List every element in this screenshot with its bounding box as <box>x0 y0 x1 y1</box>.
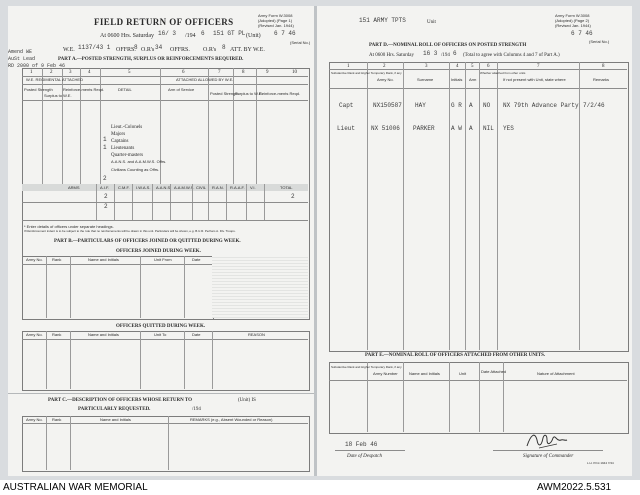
right-col-head-arm: Arm <box>469 77 477 82</box>
part-c-col-remarks: REMARKS (e.g., Absent Wounded or Reason) <box>190 417 273 422</box>
right-unit-typed: 151 ARMY TPTS <box>359 17 406 24</box>
right-date-suffix: (Total to agree with Columns 4 and 7 of Part A.) <box>463 53 560 58</box>
army-form-revised: (Revised Jan. 1944) <box>258 23 294 28</box>
quitted-table <box>22 331 310 391</box>
row-1-army-no: NX150587 <box>373 102 402 109</box>
right-date-year: 6 <box>453 50 457 57</box>
quitted-title: OFFICERS QUITTED DURING WEEK. <box>116 324 206 329</box>
row-2-army-no: NX 51006 <box>371 125 400 132</box>
right-col-num-2: 2 <box>383 64 386 69</box>
fold-line <box>8 393 315 394</box>
unit-name: 151 GT PL <box>213 30 246 37</box>
row-1-rank: Capt <box>339 102 354 109</box>
right-col-head-army-no: Army No. <box>377 77 394 82</box>
right-unit-label: Unit <box>427 20 436 25</box>
col-num-4: 4 <box>88 70 91 75</box>
lieutenants-value: 1 <box>103 144 107 151</box>
ors2-label: O.R's <box>203 47 217 53</box>
quitted-col-date: Date <box>192 332 201 337</box>
arms-col-ran: R.A.N. <box>212 185 224 190</box>
despatch-label: Date of Despatch <box>347 454 382 459</box>
right-form-page <box>317 6 632 476</box>
unit-suffix: (Unit) <box>246 33 261 39</box>
part-e-title: PART E.—NOMINAL ROLL OF OFFICERS ATTACHED FROM OTHER UNITS. <box>365 353 546 358</box>
right-col-head-where: If not present with Unit, state where <box>503 77 566 82</box>
offrs2-label: OFFRS. <box>170 47 190 53</box>
right-col-num-8: 8 <box>602 64 605 69</box>
quitted-col-reason: REASON <box>248 332 265 337</box>
joined-col-date: Date <box>192 257 201 262</box>
total-col-value: 2 <box>291 193 295 200</box>
row-1-initials: G R <box>451 102 462 109</box>
left-form-page <box>8 6 315 476</box>
part-e-col-army-number: Army Number <box>373 371 398 376</box>
we-subheader: W.E. REGIMENTAL ATTACHED <box>26 77 83 82</box>
row-1-where: NX 79th Advance Party <box>503 102 579 109</box>
part-e-col-nature: Nature of Attachment <box>537 371 575 376</box>
arms-col-iwas: I.W.A.S. <box>136 185 151 190</box>
we-label: W.E. <box>63 47 75 53</box>
row-2-where: YES <box>503 125 514 132</box>
joined-hatched-area <box>212 256 308 318</box>
arms-row-b-value: 2 <box>104 203 108 210</box>
rank-lieut-colonels: Lieut.-Colonels <box>111 125 143 130</box>
row-2-rank: Lieut <box>337 125 356 132</box>
part-c-unit: (Unit) IS <box>238 398 256 403</box>
arms-label: ARMS <box>68 185 80 190</box>
details-label: DETAIL <box>118 87 132 92</box>
date-line-prefix: At 0600 Hrs. Saturday <box>100 33 154 39</box>
col-head-posted: Posted Strength <box>24 87 53 92</box>
part-c-table <box>22 416 310 472</box>
amend-note-3: RD 2000 of 9 Feb 46 <box>8 63 66 69</box>
form-title: FIELD RETURN OF OFFICERS <box>94 17 234 27</box>
joined-table <box>22 256 214 320</box>
part-d-title: PART D.—NOMINAL ROLL OF OFFICERS ON POSTED STRENGTH <box>369 43 527 48</box>
part-e-col-name: Name and Initials <box>409 371 440 376</box>
quitted-col-unit-to: Unit To <box>154 332 167 337</box>
col-num-3: 3 <box>69 70 72 75</box>
att-label: ATT. BY W.E. <box>230 47 265 53</box>
date-day: 16/ 3 <box>158 30 177 37</box>
right-col-head-rank: Substantive Rank and Higher Temporary Rank, if any <box>331 71 402 75</box>
date-year: 6 <box>201 30 205 37</box>
row-1-arm: A <box>469 102 473 109</box>
col-num-8: 8 <box>242 70 245 75</box>
arms-col-civil: CIVIL <box>196 185 207 190</box>
part-c-line2: PARTICULARLY REQUESTED. <box>78 407 151 412</box>
col-num-7: 7 <box>218 70 221 75</box>
arms-col-vi: V.I. <box>250 185 256 190</box>
part-c-line1: PART C.—DESCRIPTION OF OFFICERS WHOSE RETURN TO <box>48 398 193 403</box>
joined-col-name: Name and Initials <box>88 257 119 262</box>
col-head-reinf-att: Reinforce-ments Reqd. <box>259 91 301 96</box>
printer-note: L.H. Print 1944 7/44 <box>587 461 614 465</box>
arms-col-aans: A.A.N.S. <box>156 185 172 190</box>
part-c-col-rank: Rank <box>52 417 62 422</box>
part-c-col-name: Name and Initials <box>100 417 131 422</box>
total-value: 2 <box>103 175 107 182</box>
right-col-head-surname: Surname <box>417 77 434 82</box>
joined-col-army-no: Army No. <box>26 257 43 262</box>
right-col-num-5: 5 <box>471 64 474 69</box>
part-c-col-army-no: Army No. <box>26 417 43 422</box>
captains-value: 1 <box>103 136 107 143</box>
ors-label: O.R's <box>141 47 155 53</box>
part-e-col-rank: Substantive Rank and Higher Temporary Rank, if any <box>331 365 402 369</box>
footnote-2: If Reinforcement indent is to be subject to the rule that no reinforcements will be drawn in this unit. Particulars will be shown, e.g. B.U.R. Perham A. Div. Troops. <box>24 229 236 233</box>
arms-col-cmf: C.M.F. <box>118 185 130 190</box>
part-e-col-date-attached: Date Attached <box>481 369 507 374</box>
ors-value: 34 <box>155 44 163 51</box>
col-head-reinf: Reinforce-ments Reqd. <box>63 87 105 92</box>
arms-row-a-value: 2 <box>104 193 108 200</box>
col-num-5: 5 <box>128 70 131 75</box>
col-head-surplus-att: Surplus to W.E. <box>235 91 263 96</box>
arms-col-total: TOTAL <box>280 185 293 190</box>
row-2-surname: PARKER <box>413 125 435 132</box>
rank-captains: Captains <box>111 139 129 144</box>
quitted-col-name: Name and Initials <box>88 332 119 337</box>
right-col-num-3: 3 <box>425 64 428 69</box>
arms-col-raaf: R.A.A.F. <box>230 185 245 190</box>
col-num-9: 9 <box>266 70 269 75</box>
despatch-date: 18 Feb 46 <box>345 441 378 448</box>
right-date-day: 16 3 <box>423 50 438 57</box>
col-num-10: 10 <box>292 70 297 75</box>
right-col-head-attached: Whether attached from other units <box>480 71 526 75</box>
col-head-posted-att: Posted Strength <box>210 91 239 96</box>
archive-footer <box>0 480 640 495</box>
joined-col-rank: Rank <box>52 257 62 262</box>
rank-civilians: Civilians Counting as Offrs. <box>111 167 160 172</box>
row-2-arm: A <box>469 125 473 132</box>
right-col-num-4: 4 <box>456 64 459 69</box>
joined-col-unit-from: Unit From <box>154 257 172 262</box>
right-army-form-revised: (Revised Jan. 1944) <box>555 23 591 28</box>
right-col-head-remarks: Remarks <box>593 77 610 82</box>
rank-nursing: A.A.N.S. and A.A.M.W.S. Offrs. <box>111 159 167 164</box>
we-value: 1137/43 1 <box>78 44 111 51</box>
row-1-remarks: 7/2/46 <box>583 102 605 109</box>
part-c-year: /194 <box>192 407 201 412</box>
commander-signature <box>523 428 569 452</box>
row-1-attached: NO <box>483 102 491 109</box>
army-form-label: Army Form W.3008 <box>258 13 293 18</box>
arms-col-aif: A.I.F. <box>100 185 110 190</box>
rank-majors: Majors <box>111 132 126 137</box>
army-form-page: (Adopted) (Page 1) <box>258 18 293 23</box>
date-year-prefix: /194 <box>185 33 196 39</box>
quitted-col-army-no: Army No. <box>26 332 43 337</box>
right-col-num-7: 7 <box>537 64 540 69</box>
footer-institution: AUSTRALIAN WAR MEMORIAL <box>3 482 148 493</box>
serial-label: (Serial No.) <box>290 40 311 45</box>
col-num-2: 2 <box>50 70 53 75</box>
rank-quartermasters: Quarter-masters <box>111 153 144 158</box>
col-head-surplus: Surplus to W.E. <box>44 93 72 98</box>
offrs-value: 8 <box>134 44 138 51</box>
right-return-date: 6 7 46 <box>571 30 593 37</box>
quitted-col-rank: Rank <box>52 332 62 337</box>
amend-note-1: Amend WE <box>8 49 33 55</box>
return-date: 6 7 46 <box>274 30 296 37</box>
row-2-attached: NIL <box>483 125 494 132</box>
arms-col-aamws: A.A.M.W.S. <box>174 185 195 190</box>
right-army-form-label: Army Form W.3008 <box>555 13 590 18</box>
part-b-title: PART B.—PARTICULARS OF OFFICERS JOINED OR QUITTED DURING WEEK. <box>54 239 241 244</box>
right-serial-label: (Serial No.) <box>589 39 610 44</box>
right-col-num-1: 1 <box>347 64 350 69</box>
attached-subheader: ATTACHED ALLOWED BY W.E. <box>176 77 234 82</box>
col-num-1: 1 <box>30 70 33 75</box>
part-a-title: PART A.—POSTED STRENGTH, SURPLUS OR REINFORCEMENTS REQUIRED. <box>58 57 244 62</box>
right-date-prefix: At 0600 Hrs. Saturday <box>369 53 414 58</box>
row-1-surname: HAY <box>415 102 426 109</box>
footnote-1: * Enter details of officers under separate headings. <box>24 224 114 229</box>
right-col-num-6: 6 <box>487 64 490 69</box>
commander-label: Signature of Commander <box>523 454 574 459</box>
right-col-head-initials: Initials <box>451 77 463 82</box>
col-head-arm: Arm of Service <box>168 87 195 92</box>
offrs-label: OFFRS. <box>116 47 136 53</box>
amend-note-2: AuSt Lead <box>8 56 36 62</box>
row-2-initials: A W <box>451 125 462 132</box>
footer-accession-number: AWM2022.5.531 <box>537 482 612 493</box>
part-e-col-unit: Unit <box>459 371 467 376</box>
right-army-form-page: (Adopted) (Page 2) <box>555 18 590 23</box>
rank-lieutenants: Lieutenants <box>111 146 135 151</box>
joined-title: OFFICERS JOINED DURING WEEK. <box>116 249 201 254</box>
right-date-year-prefix: /194 <box>441 53 450 58</box>
att-value: 8 <box>222 44 226 51</box>
col-num-6: 6 <box>182 70 185 75</box>
